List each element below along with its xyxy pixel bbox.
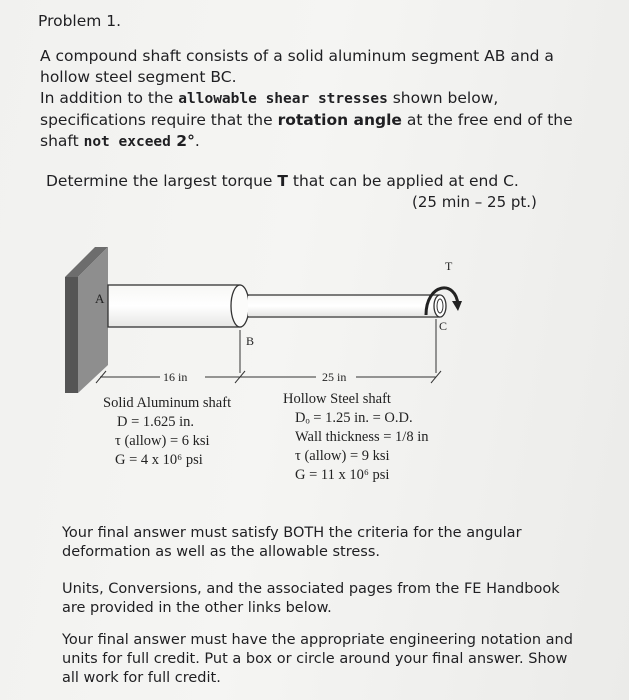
dimension-lines <box>96 371 441 383</box>
aluminum-title: Solid Aluminum shaft <box>103 395 232 411</box>
statement-text: at the free end of the shaft <box>40 111 573 150</box>
label-b: B <box>246 334 255 348</box>
statement-line-1: A compound shaft consists of a solid aluminum segment AB and a hollow steel segment BC. <box>40 47 554 86</box>
dimension-bc: 25 in <box>322 370 347 384</box>
aluminum-specs <box>103 394 231 470</box>
aluminum-allowable-stress: τ (allow) = 6 ksi <box>115 433 210 449</box>
steel-specs <box>283 390 428 485</box>
label-c: C <box>439 319 448 333</box>
statement-text: shown below, specifications require that the <box>40 89 499 129</box>
note-answer-format <box>62 631 582 688</box>
statement-bold-allowable: allowable shear stresses <box>178 91 388 107</box>
determine-torque-symbol: T <box>277 172 288 190</box>
steel-wall-thickness: Wall thickness = 1/8 in <box>295 429 429 445</box>
steel-title: Hollow Steel shaft <box>283 391 391 407</box>
label-a: A <box>95 291 105 306</box>
note-text: Units, Conversions, and the associated pages from the FE Handbook are provided in the other links below. <box>62 581 560 616</box>
fixed-wall <box>65 247 108 393</box>
aluminum-shear-modulus: G = 4 x 10⁶ psi <box>115 452 203 468</box>
dimension-ab: 16 in <box>163 370 188 384</box>
statement-bold-rotation: rotation angle <box>277 111 402 129</box>
note-resources <box>62 580 582 618</box>
points-label: (25 min – 25 pt.) <box>412 193 537 211</box>
steel-allowable-stress: τ (allow) = 9 ksi <box>295 448 390 464</box>
statement-text: In addition to the <box>40 89 179 107</box>
aluminum-segment <box>108 285 249 327</box>
shaft-diagram <box>60 245 490 395</box>
problem-statement <box>40 46 600 153</box>
note-criteria <box>62 524 582 562</box>
statement-bold-angle: 2° <box>170 132 195 150</box>
statement-line-2 <box>40 88 600 153</box>
note-text: Your final answer must satisfy BOTH the criteria for the angular deformation as well as the allowable stress. <box>62 525 522 560</box>
label-t: T <box>445 259 453 273</box>
determine-text: that can be applied at end C. <box>287 172 519 190</box>
determine-text: Determine the largest torque <box>46 172 278 190</box>
note-text: Your final answer must have the appropriate engineering notation and units for full credit. Put a box or circle around your final answer. Show all work for full credit. <box>62 632 573 686</box>
statement-bold-not-exceed: not exceed <box>83 134 171 150</box>
statement-text: . <box>194 132 200 150</box>
steel-segment <box>248 295 446 317</box>
aluminum-diameter: D = 1.625 in. <box>117 414 195 430</box>
steel-shear-modulus: G = 11 x 10⁶ psi <box>295 467 390 483</box>
problem-title: Problem 1. <box>38 12 122 30</box>
steel-outer-diameter: Dₒ = 1.25 in. = O.D. <box>295 410 413 426</box>
determine-line <box>46 172 519 190</box>
